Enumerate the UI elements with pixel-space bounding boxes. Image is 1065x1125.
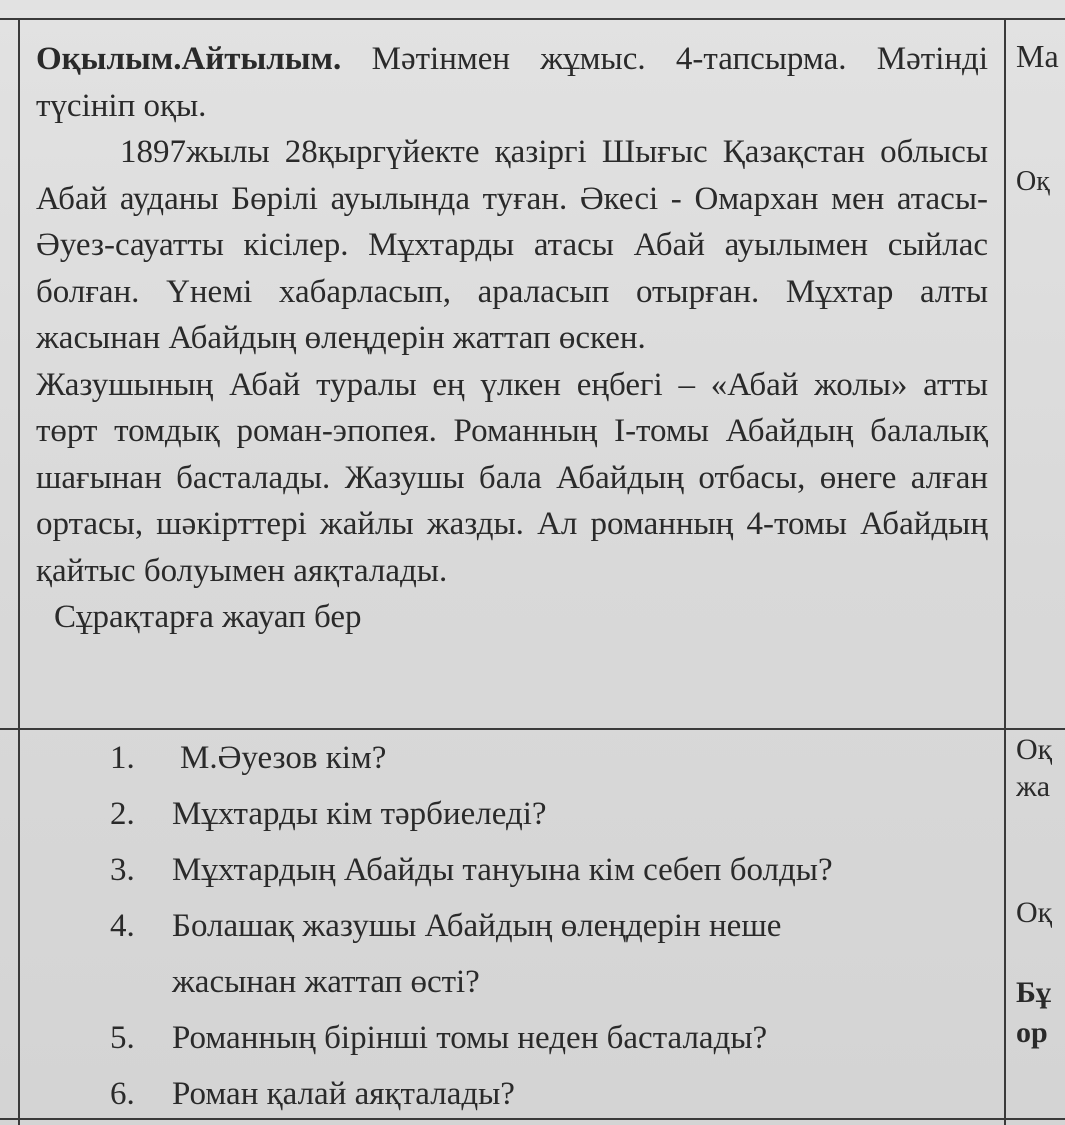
question-item — [110, 1066, 990, 1122]
table-top-border — [0, 18, 1065, 20]
text-paragraph-2: Жазушының Абай туралы ең үлкен еңбегі – «Абай жолы» атты төрт томдық роман-эпопея. Романның І-томы Абайдың балалық шағынан басталады. Жазушы бала Абайдың отбасы, өнеге алған ортасы, шәкірттері жайлы жазды. Ал романның 4-томы Абайдың қайтыс болуымен аяқталады. — [36, 366, 988, 589]
side-text-3: Оқ — [1016, 733, 1053, 766]
reading-text-cell — [36, 36, 988, 641]
question-number: 2. — [110, 796, 135, 832]
side-text-5: Оқ — [1016, 896, 1053, 929]
question-number: 6. — [110, 1076, 135, 1112]
side-text-4: жа — [1016, 770, 1051, 803]
column-divider — [1004, 18, 1006, 1125]
question-text: Мұхтардың Абайды тануына кім себеп болды? — [172, 852, 833, 888]
question-text: Роман қалай аяқталады? — [172, 1076, 515, 1112]
side-text-1: Ма — [1016, 38, 1059, 74]
question-text: Мұхтарды кім тәрбиеледі? — [172, 796, 547, 832]
questions-list — [110, 730, 990, 1122]
question-number: 4. — [110, 908, 135, 944]
task-title-bold: Оқылым.Айтылым. — [36, 41, 342, 77]
task-title-rest: Мәтінмен жұмыс. 4-тапсырма. Мәтінді түсініп оқы. — [36, 41, 988, 124]
side-text-7: ор — [1016, 1016, 1048, 1049]
question-item — [110, 898, 990, 1010]
question-text-continued: жасынан жаттап өсті? — [172, 964, 480, 1000]
question-item — [110, 1010, 990, 1066]
question-text: Романның бірінші томы неден басталады? — [172, 1020, 768, 1056]
question-item — [110, 730, 990, 786]
text-paragraph-1: 1897жылы 28қыргүйекте қазіргі Шығыс Қазақстан облысы Абай ауданы Бөрілі ауылында туған. Әкесі - Омархан мен атасы-Әуез-сауатты кісілер. Мұхтарды атасы Абай ауылымен сыйлас болған. Үнемі хабарласып, араласып отырған. Мұхтар алты жасынан Абайдың өлеңдерін жаттап өскен. — [36, 134, 988, 356]
side-text-6: Бұ — [1016, 976, 1051, 1009]
question-number: 3. — [110, 852, 135, 888]
question-item — [110, 786, 990, 842]
questions-prompt: Сұрақтарға жауап бер — [54, 599, 362, 635]
question-text: Болашақ жазушы Абайдың өлеңдерін неше — [172, 908, 782, 944]
question-number: 5. — [110, 1020, 135, 1056]
left-border — [18, 18, 20, 1125]
side-text-2: Оқ — [1016, 166, 1050, 197]
question-item — [110, 842, 990, 898]
task-heading — [36, 36, 988, 129]
question-number: 1. — [110, 740, 135, 776]
question-text: М.Әуезов кім? — [180, 740, 387, 776]
